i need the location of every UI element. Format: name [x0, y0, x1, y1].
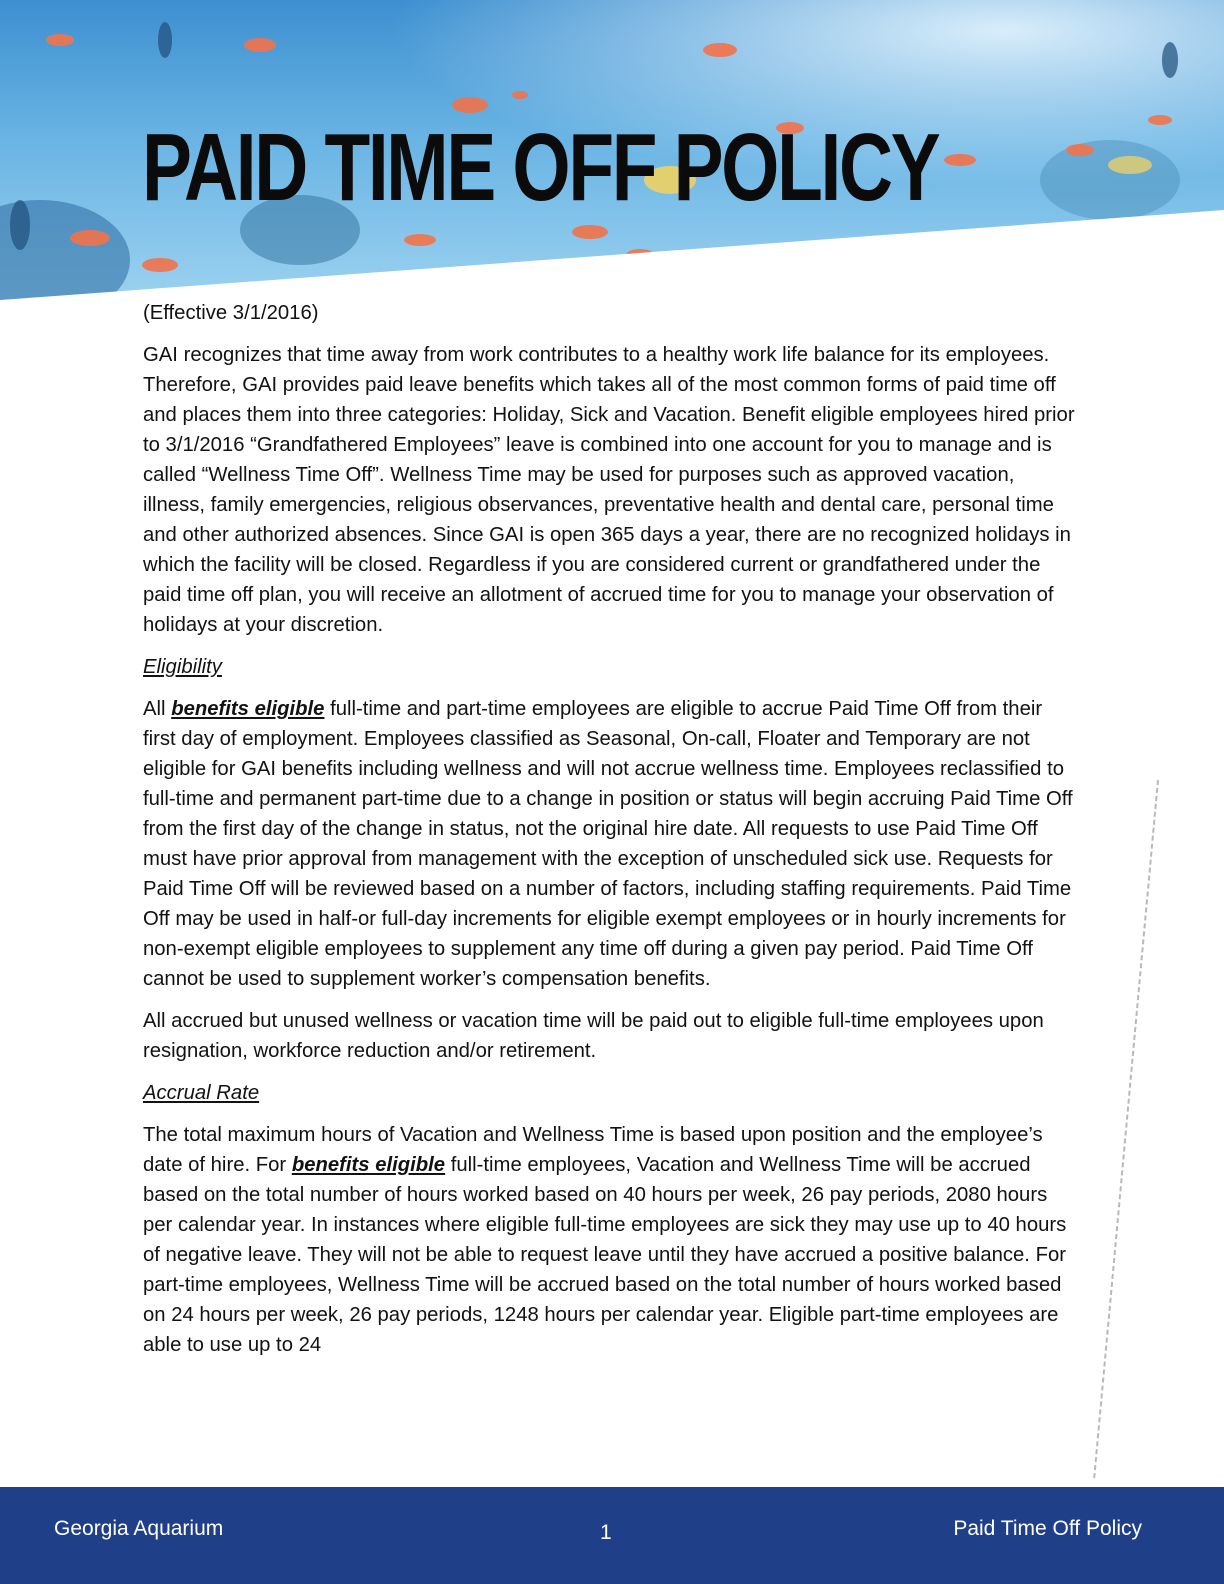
- eligibility-lead: All: [143, 698, 172, 720]
- footer-org: Georgia Aquarium: [54, 1517, 224, 1540]
- accrual-paragraph: [143, 1120, 1078, 1360]
- accrual-heading: Accrual Rate: [143, 1082, 260, 1104]
- policy-body: [143, 298, 1078, 1372]
- page-tear-line: [1080, 780, 1160, 1480]
- benefits-eligible-emphasis: benefits eligible: [291, 1154, 446, 1176]
- effective-date: (Effective 3/1/2016): [143, 302, 319, 324]
- benefits-eligible-emphasis: benefits eligible: [171, 698, 325, 720]
- eligibility-body: full-time and part-time employees are eligible to accrue Paid Time Off from their first day of employment. Employees classified as Seasonal, On-call, Floater and Temporary are not eligible for GAI benefits including wellness and will not accrue wellness time. Employees reclassified to full-time and permanent part-time due to a change in position or status will begin accruing Paid Time Off from the first day of the change in status, not the original hire date. All requests to use Paid Time Off must have prior approval from management with the exception of unscheduled sick use. Requests for Paid Time Off will be reviewed based on a number of factors, including staffing requirements. Paid Time Off may be used in half-or full-day increments for eligible exempt employees or in hourly increments for non-exempt eligible employees to supplement any time off during a given pay period. Paid Time Off cannot be used to supplement worker’s compensation benefits.: [143, 698, 1073, 990]
- eligibility-heading: Eligibility: [143, 656, 222, 678]
- page-title: PAID TIME OFF POLICY: [142, 114, 939, 221]
- accrual-lead: The total maximum hours of Vacation and Wellness Time is based upon position and the employee’s date of hire. For: [143, 1124, 1043, 1176]
- footer-doc-title: Paid Time Off Policy: [953, 1517, 1142, 1540]
- page-number: 1: [600, 1521, 612, 1544]
- payout-paragraph: All accrued but unused wellness or vacation time will be paid out to eligible full-time employees upon resignation, workforce reduction and/or retirement.: [143, 1010, 1044, 1062]
- eligibility-paragraph: [143, 694, 1078, 994]
- page-footer: [0, 1487, 1224, 1584]
- accrual-body: full-time employees, Vacation and Wellness Time will be accrued based on the total number of hours worked based on 40 hours per week, 26 pay periods, 2080 hours per calendar year. In instances where eligible full-time employees are sick they may use up to 40 hours of negative leave. They will not be able to request leave until they have accrued a positive balance. For part-time employees, Wellness Time will be accrued based on the total number of hours worked based on 24 hours per week, 26 pay periods, 1248 hours per calendar year. Eligible part-time employees are able to use up to 24: [143, 1154, 1067, 1356]
- intro-paragraph: GAI recognizes that time away from work contributes to a healthy work life balance for its employees. Therefore, GAI provides paid leave benefits which takes all of the most common forms of paid time off and places them into three categories: Holiday, Sick and Vacation. Benefit eligible employees hired prior to 3/1/2016 “Grandfathered Employees” leave is combined into one account for you to manage and is called “Wellness Time Off”. Wellness Time may be used for purposes such as approved vacation, illness, family emergencies, religious observances, preventative health and dental care, personal time and other authorized absences. Since GAI is open 365 days a year, there are no recognized holidays in which the facility will be closed. Regardless if you are considered current or grandfathered under the paid time off plan, you will receive an allotment of accrued time for you to manage your observation of holidays at your discretion.: [143, 344, 1075, 636]
